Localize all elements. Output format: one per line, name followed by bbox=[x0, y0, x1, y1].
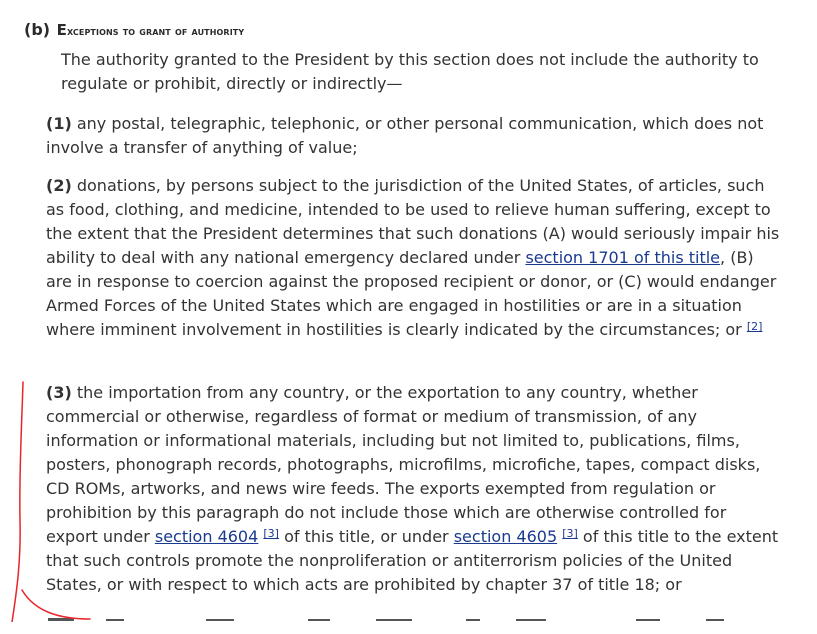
clipped-next-paragraph bbox=[46, 604, 776, 634]
footnote-3-link[interactable]: [3] bbox=[263, 527, 279, 540]
paragraph-number: (2) bbox=[46, 176, 72, 195]
paragraph-number: (1) bbox=[46, 114, 72, 133]
paragraph-text: donations, by persons subject to the jurisdiction of the United States, of articles, such as food, clothing, and medicine, intended to be used to relieve human suffering, except to the extent that the President determines that such donations (A) would seriously impair his ability to deal with any national emergency declared under bbox=[46, 176, 780, 267]
section-heading bbox=[24, 18, 244, 43]
paragraph-text: the importation from any country, or the exportation to any country, whether commercial or otherwise, regardless of format or medium of transmission, of any information or informational materials, including but not limited to, publications, films, posters, phonograph records, photographs, microfilms, microfiche, tapes, compact disks, CD ROMs, artworks, and news wire feeds. The exports exempted from regulation or prohibition by this paragraph do not include those which are otherwise controlled for export under bbox=[46, 383, 761, 546]
section-title-rest: xceptions to grant of authority bbox=[66, 24, 245, 38]
paragraph-number: (3) bbox=[46, 383, 72, 402]
paragraph-text: of this title to the extent that such controls promote the nonproliferation or antiterrorism policies of the United States, or with respect to which acts are prohibited by chapter 37 of title 18; or bbox=[46, 527, 779, 594]
section-marker: (b) bbox=[24, 20, 51, 39]
clipped-text-fragment bbox=[46, 604, 776, 634]
footnote-marker bbox=[263, 527, 279, 540]
section-intro: The authority granted to the President by this section does not include the authority to regulate or prohibit, directly or indirectly— bbox=[61, 50, 759, 93]
paragraph-1 bbox=[46, 112, 781, 160]
paragraph-text: , (B) are in response to coercion against the proposed recipient or donor, or (C) would endanger Armed Forces of the United States which are engaged in hostilities or are in a situation where imminent involvement in hostilities is clearly indicated by the circumstances; or bbox=[46, 248, 777, 339]
paragraph-text: any postal, telegraphic, telephonic, or other personal communication, which does not involve a transfer of anything of value; bbox=[46, 114, 764, 157]
section-title-initial: E bbox=[56, 21, 67, 39]
section-title bbox=[56, 21, 245, 39]
footnote-marker bbox=[747, 320, 763, 333]
section-4604-link[interactable]: section 4604 bbox=[154, 527, 259, 546]
section-4605-link[interactable]: section 4605 bbox=[453, 527, 558, 546]
paragraph-3 bbox=[46, 381, 781, 597]
paragraph-text: of this title, or under bbox=[278, 527, 454, 546]
footnote-marker bbox=[562, 527, 578, 540]
footnote-3-link[interactable]: [3] bbox=[562, 527, 578, 540]
footnote-2-link[interactable]: [2] bbox=[746, 320, 763, 333]
paragraph-2 bbox=[46, 174, 781, 342]
section-1701-link[interactable]: section 1701 of this title bbox=[525, 248, 721, 267]
